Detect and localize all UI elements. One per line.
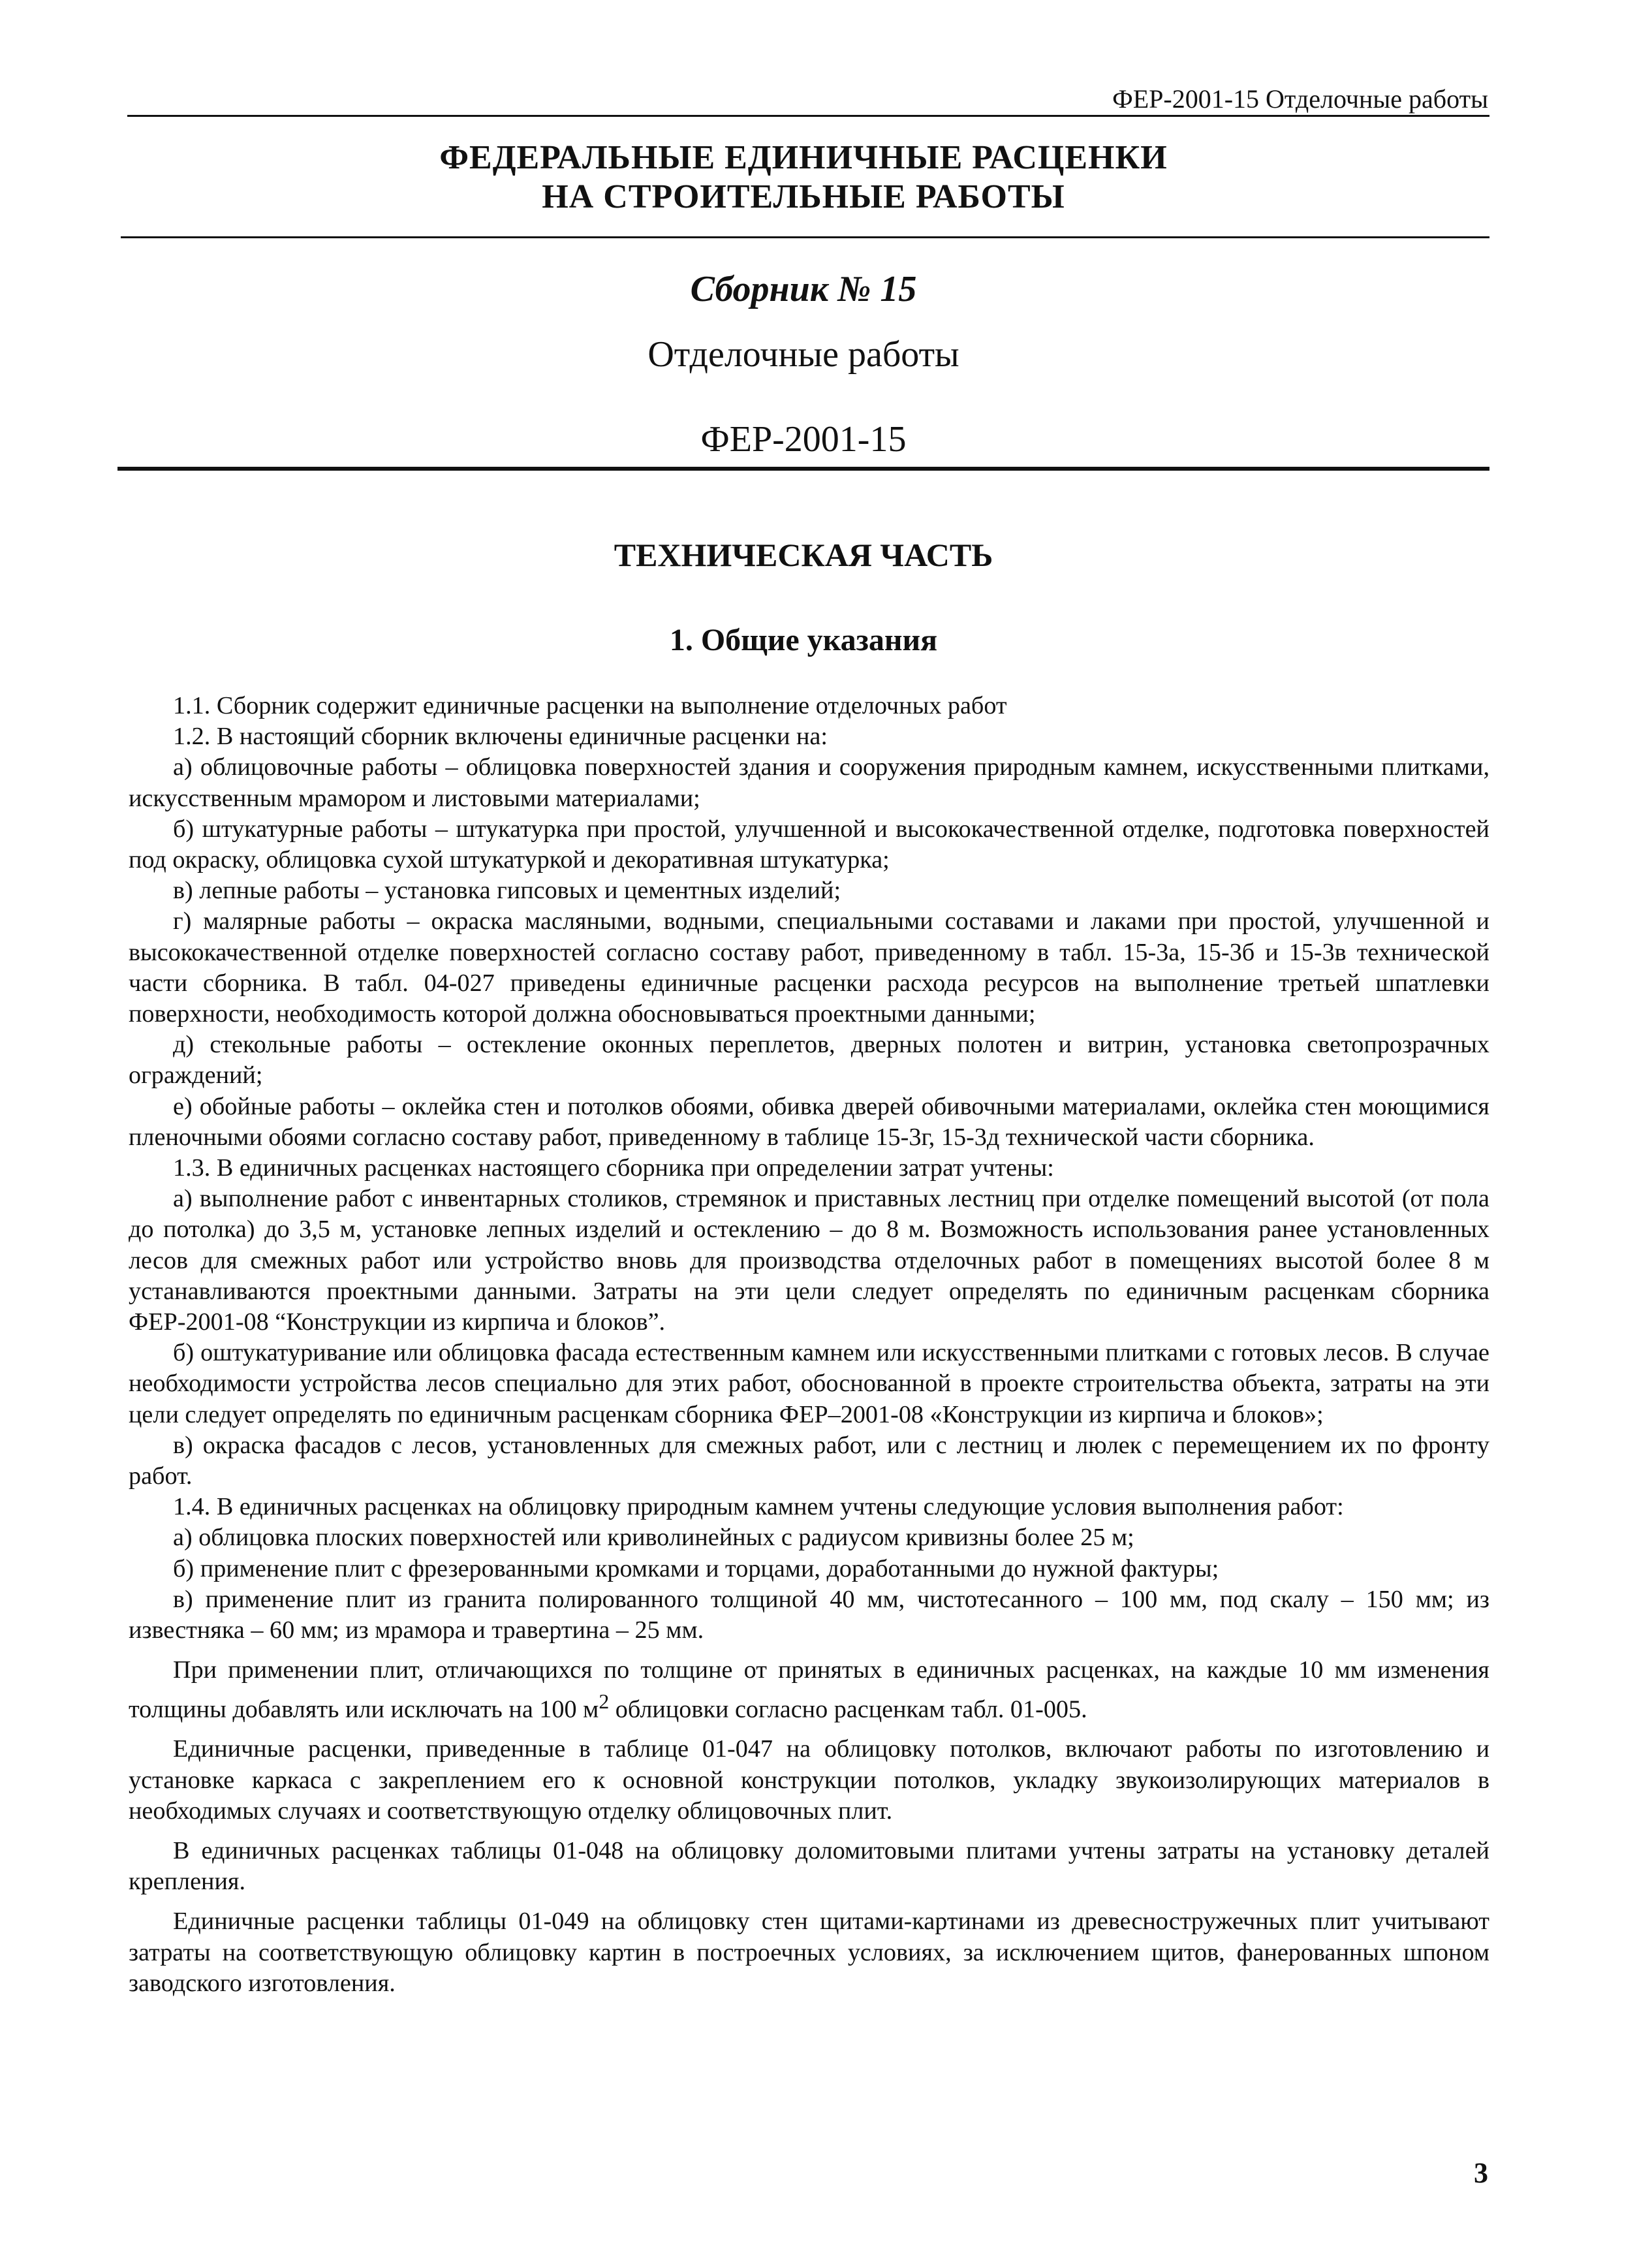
paragraph-1-1: 1.1. Сборник содержит единичные расценки на выполнение отделочных работ [173,692,1007,719]
paragraph-1-2-a: а) облицовочные работы – облицовка поверхностей здания и сооружения природным камнем, искусственными плитками, искусственным мрамором и листовыми материалами; [129,753,1489,812]
section-title: 1. Общие указания [669,623,938,657]
paragraph-1-2: 1.2. В настоящий сборник включены единичные расценки на: [173,723,828,751]
paragraph-1-3-b: б) оштукатуривание или облицовка фасада естественным камнем или искусственными плитками с готовых лесов. В случае необходимости устройства лесов специально для этих работ, обоснованной в проекте строительства объекта, затраты на эти цели следует определять по единичным расценкам сборника ФЕР–2001-08 «Конструкции из кирпича и блоков»; [129,1339,1489,1428]
code-rule [117,467,1489,471]
collection-code: ФЕР-2001-15 [700,419,907,460]
main-title [117,138,1489,217]
paragraph-1-2-b: б) штукатурные работы – штукатурка при простой, улучшенной и высококачественной отделке, подготовка поверхностей под окраску, облицовка сухой штукатуркой и декоративная штукатурка; [129,815,1489,874]
paragraph-1-4: 1.4. В единичных расценках на облицовку природным камнем учтены следующие условия выполнения работ: [173,1493,1344,1521]
thickness-note-before: При применении плит, отличающихся по толщине от принятых в единичных расценках, на каждые 10 мм изменения толщины добавлять или исключать на 100 м [129,1656,1489,1723]
paragraph-1-2-v: в) лепные работы – установка гипсовых и цементных изделий; [173,877,841,905]
paragraph-1-4-b: б) применение плит с фрезерованными кромками и торцами, доработанными до нужной фактуры; [173,1554,1219,1582]
paragraph-1-4-a: а) облицовка плоских поверхностей или криволинейных с радиусом кривизны более 25 м; [173,1524,1134,1552]
paragraph-table-01-047: Единичные расценки, приведенные в таблице 01-047 на облицовку потолков, включают работы по изготовлению и установке каркаса с закреплением его к основной конструкции потолков, укладку звукоизолирующих материалов в необходимых случаях и соответствующую отделку облицовочных плит. [129,1735,1489,1825]
main-title-line-2: НА СТРОИТЕЛЬНЫЕ РАБОТЫ [542,178,1065,215]
paragraph-1-3: 1.3. В единичных расценках настоящего сборника при определении затрат учтены: [173,1154,1054,1182]
paragraph-1-2-g: г) малярные работы – окраска масляными, водными, специальными составами и лаками при простой, улучшенной и высококачественной отделке поверхностей согласно составу работ, приведенному в табл. 15-3а, 15-3б и 15-3в технической части сборника. В табл. 04-027 приведены единичные расценки расхода ресурсов на выполнение третьей шпатлевки поверхности, необходимость которой должна обосновываться проектными данными; [129,907,1489,1028]
paragraph-table-01-049: Единичные расценки таблицы 01-049 на облицовку стен щитами-картинами из древесностружечных плит учитывают затраты на соответствующую облицовку картин в построечных условиях, за исключением щитов, фанерованных шпоном заводского изготовления. [129,1908,1489,1997]
paragraph-1-2-e: е) обойные работы – оклейка стен и потолков обоями, обивка дверей обивочными материалами, оклейка стен моющимися пленочными обоями согласно составу работ, приведенному в таблице 15-3г, 15-3д технической части сборника. [129,1092,1489,1151]
collection-name: Отделочные работы [647,334,959,375]
paragraph-table-01-048: В единичных расценках таблицы 01-048 на облицовку доломитовыми плитами учтены затраты на установку деталей крепления. [129,1837,1489,1896]
collection-label: Сборник № 15 [690,269,917,309]
paragraph-1-3-v: в) окраска фасадов с лесов, установленных для смежных работ, или с лестниц и люлек с перемещением их по фронту работ. [129,1431,1489,1490]
title-rule [121,236,1489,238]
square-superscript: 2 [599,1689,610,1713]
header-rule [127,115,1489,117]
thickness-note-after: облицовки согласно расценкам табл. 01-005. [609,1695,1087,1723]
body-text [129,691,1489,1999]
paragraph-1-2-d: д) стекольные работы – остекление оконных переплетов, дверных полотен и витрин, установка светопрозрачных ограждений; [129,1031,1489,1090]
page-number: 3 [1474,2157,1488,2189]
paragraph-thickness-note [129,1655,1489,1725]
paragraph-1-3-a: а) выполнение работ с инвентарных столиков, стремянок и приставных лестниц при отделке помещений высотой (от пола до потолка) до 3,5 м, установке лепных изделий и остеклению – до 8 м. Возможность использования ранее установленных лесов для смежных работ или устройство вновь для производства отделочных работ в помещениях высотой более 8 м устанавливаются проектными данными. Затраты на эти цели следует определять по единичным расценкам сборника ФЕР-2001-08 “Конструкции из кирпича и блоков”. [129,1185,1489,1336]
paragraph-1-4-v: в) применение плит из гранита полированного толщиной 40 мм, чистотесанного – 100 мм, под скалу – 150 мм; из известняка – 60 мм; из мрамора и травертина – 25 мм. [129,1585,1489,1644]
main-title-line-1: ФЕДЕРАЛЬНЫЕ ЕДИНИЧНЫЕ РАСЦЕНКИ [439,139,1168,176]
part-title: ТЕХНИЧЕСКАЯ ЧАСТЬ [614,537,993,573]
running-header: ФЕР-2001-15 Отделочные работы [1112,84,1488,114]
